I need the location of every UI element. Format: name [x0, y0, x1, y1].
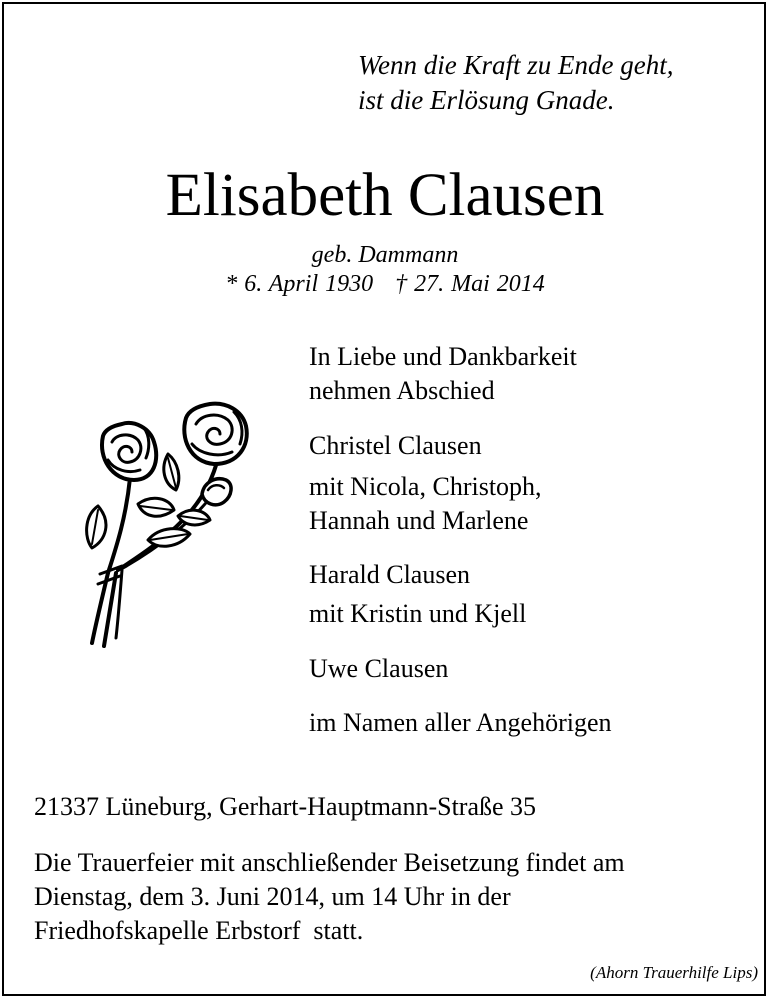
mourner-family-line: Hannah und Marlene [309, 506, 529, 535]
mourner-group-3 [309, 652, 448, 686]
life-dates [0, 268, 770, 300]
funeral-home-credit: (Ahorn Trauerhilfe Lips) [590, 963, 758, 982]
intro-line-1: In Liebe und Dankbarkeit [309, 342, 577, 371]
mourners-closing: im Namen aller Angehörigen [309, 708, 612, 737]
mourner-group-1 [309, 429, 482, 463]
address: 21337 Lüneburg, Gerhart-Hauptmann-Straße 35 [34, 792, 537, 821]
mourners-intro [309, 340, 577, 408]
ceremony-info [34, 846, 625, 948]
mourner-family-line: mit Nicola, Christoph, [309, 472, 542, 501]
mourner-name: Uwe Clausen [309, 654, 449, 683]
ceremony-line-3: Friedhofskapelle Erbstorf statt. [34, 916, 364, 945]
mourner-family-line: mit Kristin und Kjell [309, 599, 527, 628]
motto-line-2: ist die Erlösung Gnade. [358, 85, 615, 115]
ceremony-line-2: Dienstag, dem 3. Juni 2014, um 14 Uhr in der [34, 882, 511, 911]
mourner-group-2 [309, 558, 470, 592]
motto-line-1: Wenn die Kraft zu Ende geht, [358, 50, 674, 80]
intro-line-2: nehmen Abschied [309, 376, 495, 405]
motto [358, 48, 673, 118]
mourner-group-1-family [309, 470, 542, 538]
mourner-group-2-family [309, 597, 526, 631]
birth-date: * 6. April 1930 [225, 271, 374, 297]
mourner-name: Christel Clausen [309, 431, 482, 460]
deceased-name: Elisabeth Clausen [165, 162, 605, 229]
ceremony-line-1: Die Trauerfeier mit anschließender Beisetzung findet am [34, 848, 625, 877]
roses-icon [78, 398, 268, 658]
maiden-name: geb. Dammann [311, 242, 459, 268]
mourner-name: Harald Clausen [309, 560, 471, 589]
death-date: † 27. Mai 2014 [395, 271, 545, 297]
